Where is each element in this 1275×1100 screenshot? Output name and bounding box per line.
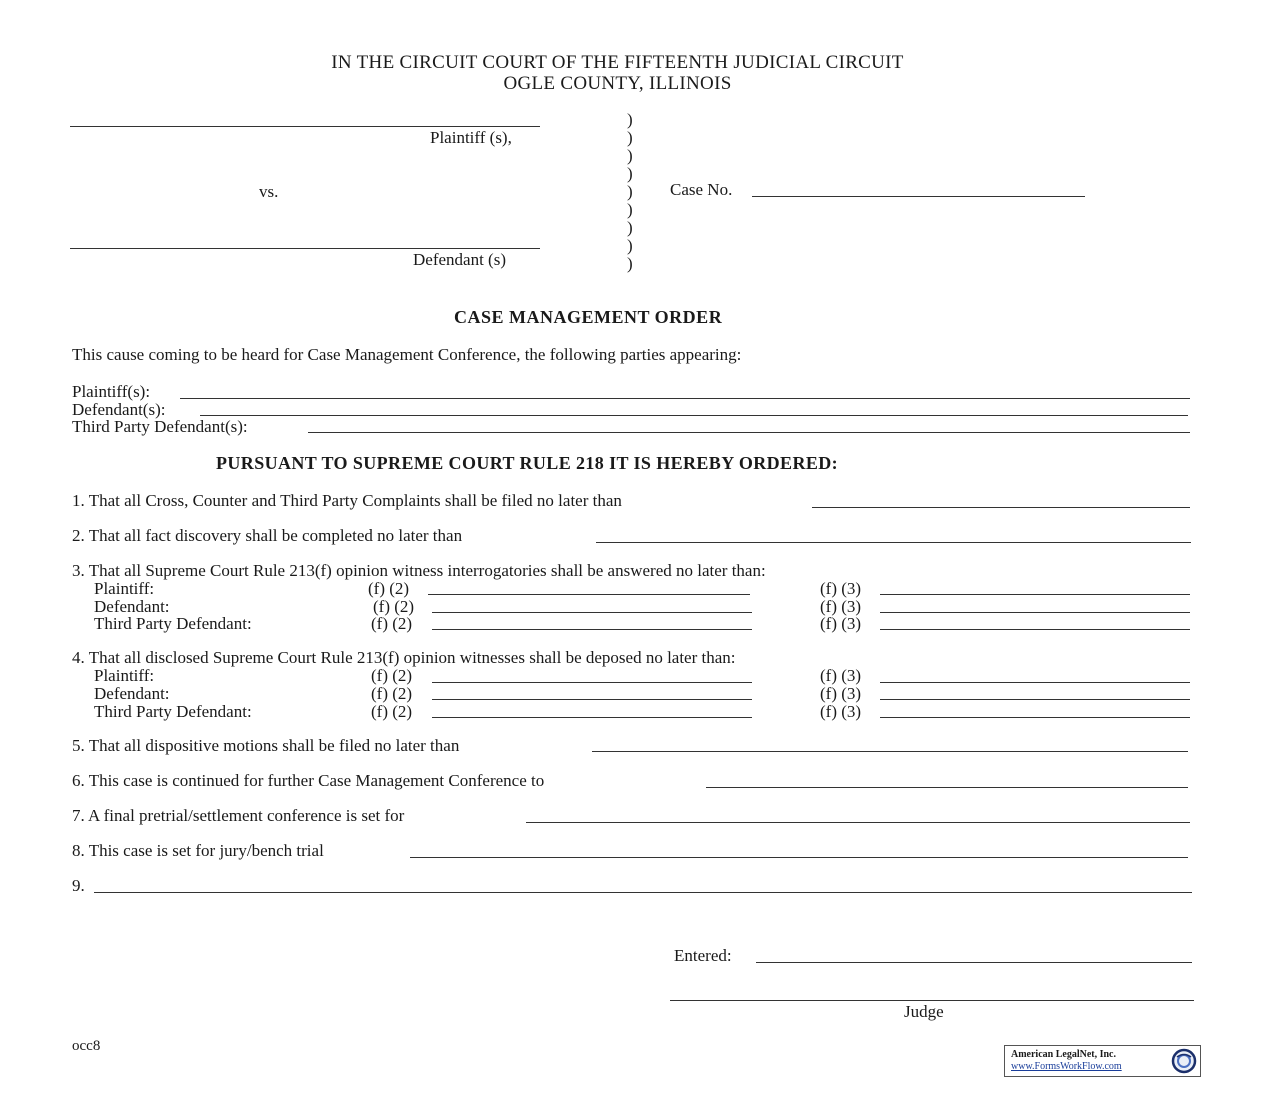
item-1-field[interactable] bbox=[812, 507, 1190, 508]
logo-website-link[interactable]: www.FormsWorkFlow.com bbox=[1011, 1061, 1122, 1072]
appearing-defendants-label: Defendant(s): bbox=[72, 400, 166, 419]
appearing-plaintiffs-field[interactable] bbox=[180, 398, 1190, 399]
form-code: occ8 bbox=[72, 1038, 101, 1054]
item-2-text: 2. That all fact discovery shall be completed no later than bbox=[72, 526, 463, 545]
intro-text: This cause coming to be heard for Case Management Conference, the following parties appearing: bbox=[72, 345, 742, 364]
item-3-text: 3. That all Supreme Court Rule 213(f) opinion witness interrogatories shall be answered no later than: bbox=[72, 561, 766, 580]
item-8-field[interactable] bbox=[410, 857, 1188, 858]
item-4-plaintiff-f3-field[interactable] bbox=[880, 682, 1190, 683]
american-legalnet-logo[interactable] bbox=[1004, 1045, 1201, 1077]
item-2-field[interactable] bbox=[596, 542, 1191, 543]
paren-5: ) bbox=[627, 182, 633, 201]
item-4-defendant-f3-label: (f) (3) bbox=[820, 684, 862, 703]
item-3-defendant-f3-label: (f) (3) bbox=[820, 597, 862, 616]
item-9-text: 9. bbox=[72, 876, 85, 895]
entered-date-field[interactable] bbox=[756, 962, 1192, 963]
item-3-defendant-f2-label: (f) (2) bbox=[373, 597, 415, 616]
defendant-name-field[interactable] bbox=[70, 248, 540, 249]
item-4-third-party-f2-field[interactable] bbox=[432, 717, 752, 718]
plaintiff-label: Plaintiff (s), bbox=[430, 128, 512, 147]
defendant-label: Defendant (s) bbox=[413, 250, 506, 269]
item-3-third-party-f3-field[interactable] bbox=[880, 629, 1190, 630]
judge-signature-field[interactable] bbox=[670, 1000, 1194, 1001]
item-6-text: 6. This case is continued for further Case Management Conference to bbox=[72, 771, 545, 790]
item-4-defendant-label: Defendant: bbox=[94, 684, 170, 703]
item-3-third-party-f3-label: (f) (3) bbox=[820, 614, 862, 633]
item-1-text: 1. That all Cross, Counter and Third Party Complaints shall be filed no later than bbox=[72, 491, 622, 510]
item-4-plaintiff-f3-label: (f) (3) bbox=[820, 666, 862, 685]
paren-9: ) bbox=[627, 254, 633, 273]
item-4-third-party-f3-field[interactable] bbox=[880, 717, 1190, 718]
document-title: CASE MANAGEMENT ORDER bbox=[454, 307, 723, 327]
item-3-third-party-f2-field[interactable] bbox=[432, 629, 752, 630]
paren-4: ) bbox=[627, 164, 633, 183]
court-county: OGLE COUNTY, ILLINOIS bbox=[503, 73, 732, 94]
paren-7: ) bbox=[627, 218, 633, 237]
appearing-third-party-field[interactable] bbox=[308, 432, 1190, 433]
item-3-defendant-f2-field[interactable] bbox=[432, 612, 752, 613]
item-8-text: 8. This case is set for jury/bench trial bbox=[72, 841, 324, 860]
item-4-plaintiff-label: Plaintiff: bbox=[94, 666, 155, 685]
item-9-field[interactable] bbox=[94, 892, 1192, 893]
item-4-plaintiff-f2-label: (f) (2) bbox=[371, 666, 413, 685]
item-3-plaintiff-f2-field[interactable] bbox=[428, 594, 750, 595]
appearing-plaintiffs-label: Plaintiff(s): bbox=[72, 382, 151, 401]
paren-8: ) bbox=[627, 236, 633, 255]
item-3-defendant-label: Defendant: bbox=[94, 597, 170, 616]
item-3-plaintiff-label: Plaintiff: bbox=[94, 579, 155, 598]
item-4-plaintiff-f2-field[interactable] bbox=[432, 682, 752, 683]
item-6-field[interactable] bbox=[706, 787, 1188, 788]
item-4-defendant-f2-field[interactable] bbox=[432, 699, 752, 700]
item-3-defendant-f3-field[interactable] bbox=[880, 612, 1190, 613]
item-7-field[interactable] bbox=[526, 822, 1190, 823]
item-4-defendant-f3-field[interactable] bbox=[880, 699, 1190, 700]
plaintiff-name-field[interactable] bbox=[70, 126, 540, 127]
item-5-text: 5. That all dispositive motions shall be filed no later than bbox=[72, 736, 460, 755]
paren-2: ) bbox=[627, 128, 633, 147]
paren-6: ) bbox=[627, 200, 633, 219]
item-4-defendant-f2-label: (f) (2) bbox=[371, 684, 413, 703]
item-3-third-party-label: Third Party Defendant: bbox=[94, 614, 252, 633]
entered-label: Entered: bbox=[674, 946, 732, 965]
item-5-field[interactable] bbox=[592, 751, 1188, 752]
item-3-plaintiff-f2-label: (f) (2) bbox=[368, 579, 410, 598]
paren-3: ) bbox=[627, 146, 633, 165]
item-3-plaintiff-f3-field[interactable] bbox=[880, 594, 1190, 595]
paren-1: ) bbox=[627, 110, 633, 129]
item-3-plaintiff-f3-label: (f) (3) bbox=[820, 579, 862, 598]
item-4-third-party-f2-label: (f) (2) bbox=[371, 702, 413, 721]
order-heading: PURSUANT TO SUPREME COURT RULE 218 IT IS HEREBY ORDERED: bbox=[216, 453, 839, 473]
case-no-field[interactable] bbox=[752, 196, 1085, 197]
item-3-third-party-f2-label: (f) (2) bbox=[371, 614, 413, 633]
appearing-defendants-field[interactable] bbox=[200, 415, 1188, 416]
logo-company-name: American LegalNet, Inc. bbox=[1011, 1049, 1116, 1060]
case-no-label: Case No. bbox=[670, 180, 733, 199]
appearing-third-party-label: Third Party Defendant(s): bbox=[72, 417, 248, 436]
judge-label: Judge bbox=[904, 1002, 944, 1021]
item-4-text: 4. That all disclosed Supreme Court Rule 213(f) opinion witnesses shall be deposed no later than: bbox=[72, 648, 736, 667]
globe-icon bbox=[1171, 1048, 1197, 1074]
court-name: IN THE CIRCUIT COURT OF THE FIFTEENTH JUDICIAL CIRCUIT bbox=[331, 52, 904, 73]
item-4-third-party-label: Third Party Defendant: bbox=[94, 702, 252, 721]
item-7-text: 7. A final pretrial/settlement conference is set for bbox=[72, 806, 405, 825]
versus-label: vs. bbox=[259, 182, 279, 201]
item-4-third-party-f3-label: (f) (3) bbox=[820, 702, 862, 721]
